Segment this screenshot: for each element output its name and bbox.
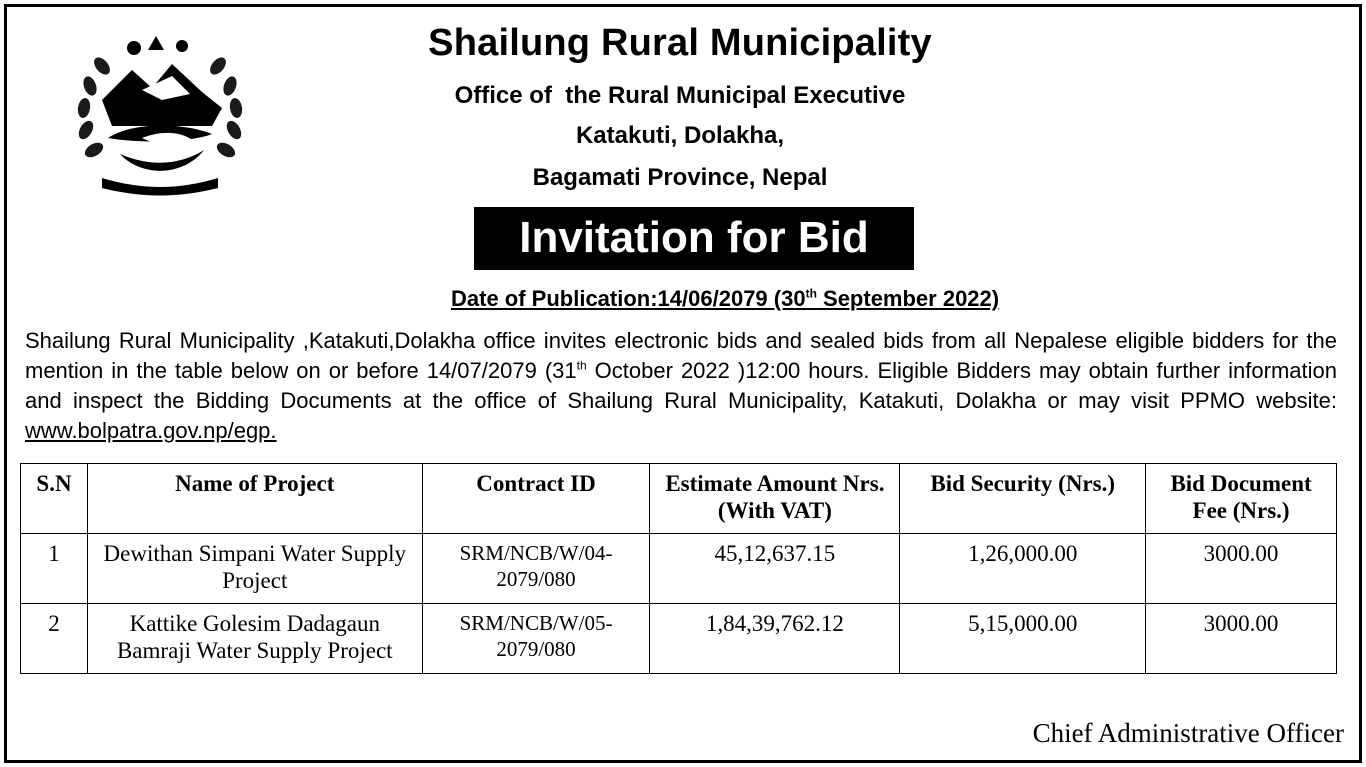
row-project-name: Kattike Golesim Dadagaun Bamraji Water Supply Project (87, 604, 422, 674)
publication-date-sup: th (805, 286, 817, 301)
row-project-name: Dewithan Simpani Water Supply Project (87, 534, 422, 604)
header-sn: S.N (21, 464, 88, 534)
header-project-name: Name of Project (87, 464, 422, 534)
header-estimate-amount: Estimate Amount Nrs. (With VAT) (650, 464, 900, 534)
signature-title: Chief Administrative Officer (1032, 718, 1344, 748)
row-estimate-amount: 45,12,637.15 (650, 534, 900, 604)
row-estimate-amount: 1,84,39,762.12 (650, 604, 900, 674)
table-row (21, 604, 1337, 674)
publication-date (451, 286, 999, 312)
header-bid-document-fee: Bid Document Fee (Nrs.) (1146, 464, 1337, 534)
notice-paragraph (25, 326, 1337, 446)
publication-date-suffix: September 2022) (816, 286, 1000, 311)
address-line-1: Katakuti, Dolakha, (575, 122, 785, 149)
row-bid-security: 1,26,000.00 (900, 534, 1146, 604)
paragraph-part-2: October 2022 )12:00 hours. Eligible Bidders may obtain further information and inspect the Bidding Documents at the office of Shailung Rural Municipality, Katakuti, Dolakha or may visit PPMO website: (25, 358, 1337, 413)
invitation-heading: Invitation for Bid (474, 207, 914, 270)
ppmo-website-link[interactable]: www.bolpatra.gov.np/egp. (25, 418, 277, 443)
row-bid-security: 5,15,000.00 (900, 604, 1146, 674)
paragraph-sup: th (576, 358, 587, 373)
publication-date-prefix: Date of Publication:14/06/2079 (30 (451, 286, 806, 311)
municipality-title: Shailung Rural Municipality (428, 22, 932, 64)
table-header-row (21, 464, 1337, 534)
paragraph-part-1: Shailung Rural Municipality ,Katakuti,Dolakha office invites electronic bids and sealed bids from all Nepalese eligible bidders for the mention in the table below on or before 14/07/2079 (31 (25, 328, 1337, 383)
office-name: Office of the Rural Municipal Executive (454, 82, 906, 109)
table-row (21, 534, 1337, 604)
row-bid-document-fee: 3000.00 (1146, 534, 1337, 604)
row-contract-id: SRM/NCB/W/04-2079/080 (422, 534, 650, 604)
bid-table (20, 463, 1337, 674)
government-emblem-icon (72, 30, 248, 198)
address-line-2: Bagamati Province, Nepal (532, 164, 828, 191)
row-contract-id: SRM/NCB/W/05-2079/080 (422, 604, 650, 674)
row-sn: 1 (21, 534, 88, 604)
header-bid-security: Bid Security (Nrs.) (900, 464, 1146, 534)
row-sn: 2 (21, 604, 88, 674)
row-bid-document-fee: 3000.00 (1146, 604, 1337, 674)
header-contract-id: Contract ID (422, 464, 650, 534)
